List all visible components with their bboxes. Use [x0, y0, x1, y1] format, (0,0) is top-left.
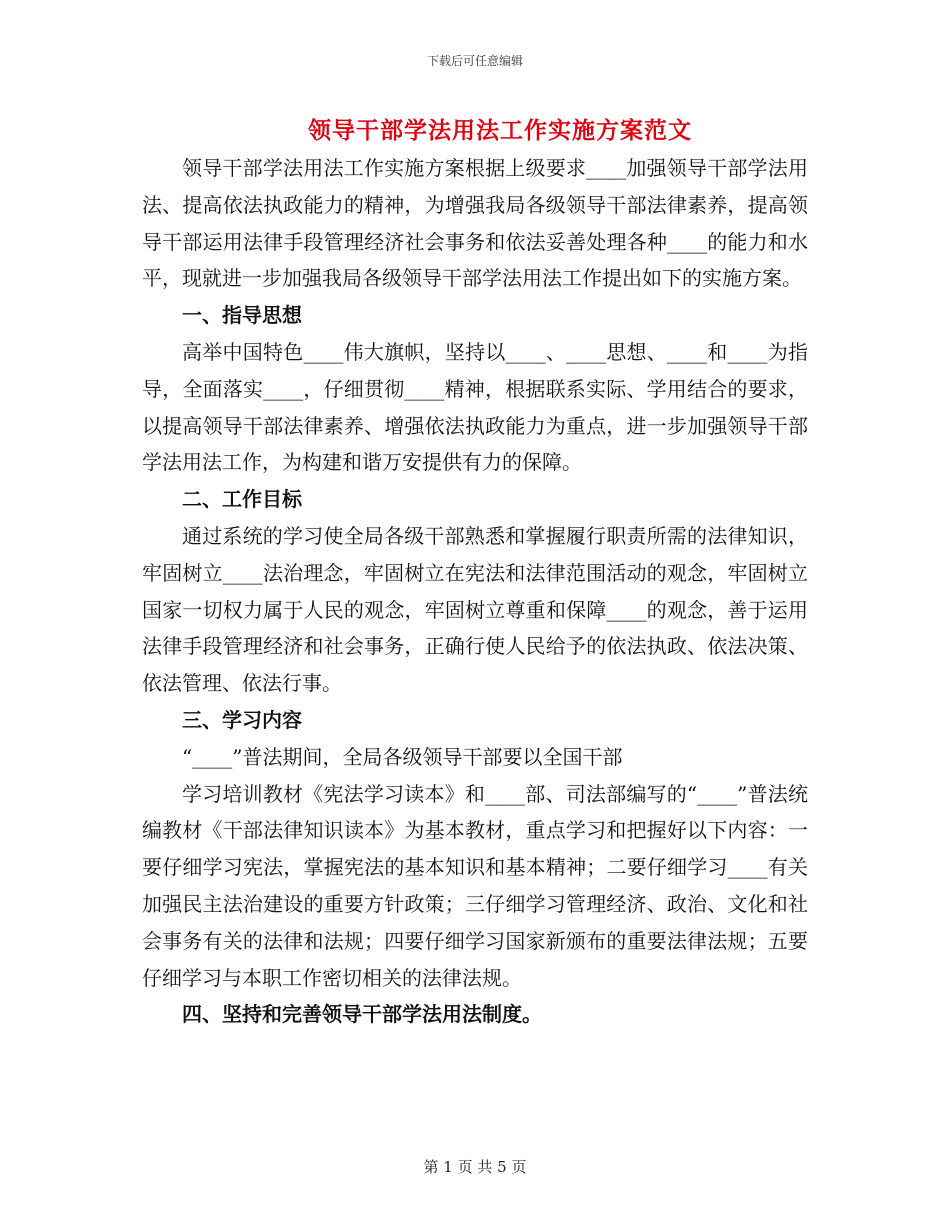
section-heading-study-content: 三、学习内容 [182, 707, 302, 732]
section-heading-study-system: 四、坚持和完善领导干部学法用法制度。 [182, 1002, 542, 1027]
section-paragraph: 学习培训教材《宪法学习读本》和____部、司法部编写的“____”普法统编教材《干部法律知识读本》为基本教材，重点学习和把握好以下内容：一要仔细学习宪法，掌握宪法的基本知识和基本精神；二要仔细学习____有关加强民主法治建设的重要方针政策；三仔细学习管理经济、政治、文化和社会事务有关的法律和法规；四要仔细学习国家新颁布的重要法律法规；五要仔细学习与本职工作密切相关的法律法规。 [142, 781, 808, 990]
document-title: 领导干部学法用法工作实施方案范文 [308, 117, 692, 144]
intro-paragraph: 领导干部学法用法工作实施方案根据上级要求____加强领导干部学法用法、提高依法执政能力的精神，为增强我局各级领导干部法律素养，提高领导干部运用法律手段管理经济社会事务和依法妥善处理各种____的能力和水平，现就进一步加强我局各级领导干部学法用法工作提出如下的实施方案。 [142, 156, 808, 291]
section-heading-guiding-thought: 一、指导思想 [182, 303, 302, 328]
header-note: 下载后可任意编辑 [426, 54, 523, 68]
section-paragraph: 通过系统的学习使全局各级干部熟悉和掌握履行职责所需的法律知识，牢固树立____法治理念，牢固树立在宪法和法律范围活动的观念，牢固树立国家一切权力属于人民的观念，牢固树立尊重和保障____的观念，善于运用法律手段管理经济和社会事务，正确行使人民给予的依法执政、依法决策、依法管理、依法行事。 [142, 523, 808, 696]
section-paragraph: 高举中国特色____伟大旗帜，坚持以____、____思想、____和____为指导，全面落实____，仔细贯彻____精神，根据联系实际、学用结合的要求，以提高领导干部法律素养、增强依法执政能力为重点，进一步加强领导干部学法用法工作，为构建和谐万安提供有力的保障。 [142, 339, 808, 475]
document-body [142, 150, 808, 1033]
page-number: 第 1 页 共 5 页 [423, 1158, 527, 1176]
section-heading-work-goals: 二、工作目标 [182, 487, 302, 512]
section-paragraph: “____”普法期间，全局各级领导干部要以全国干部 [182, 744, 623, 769]
